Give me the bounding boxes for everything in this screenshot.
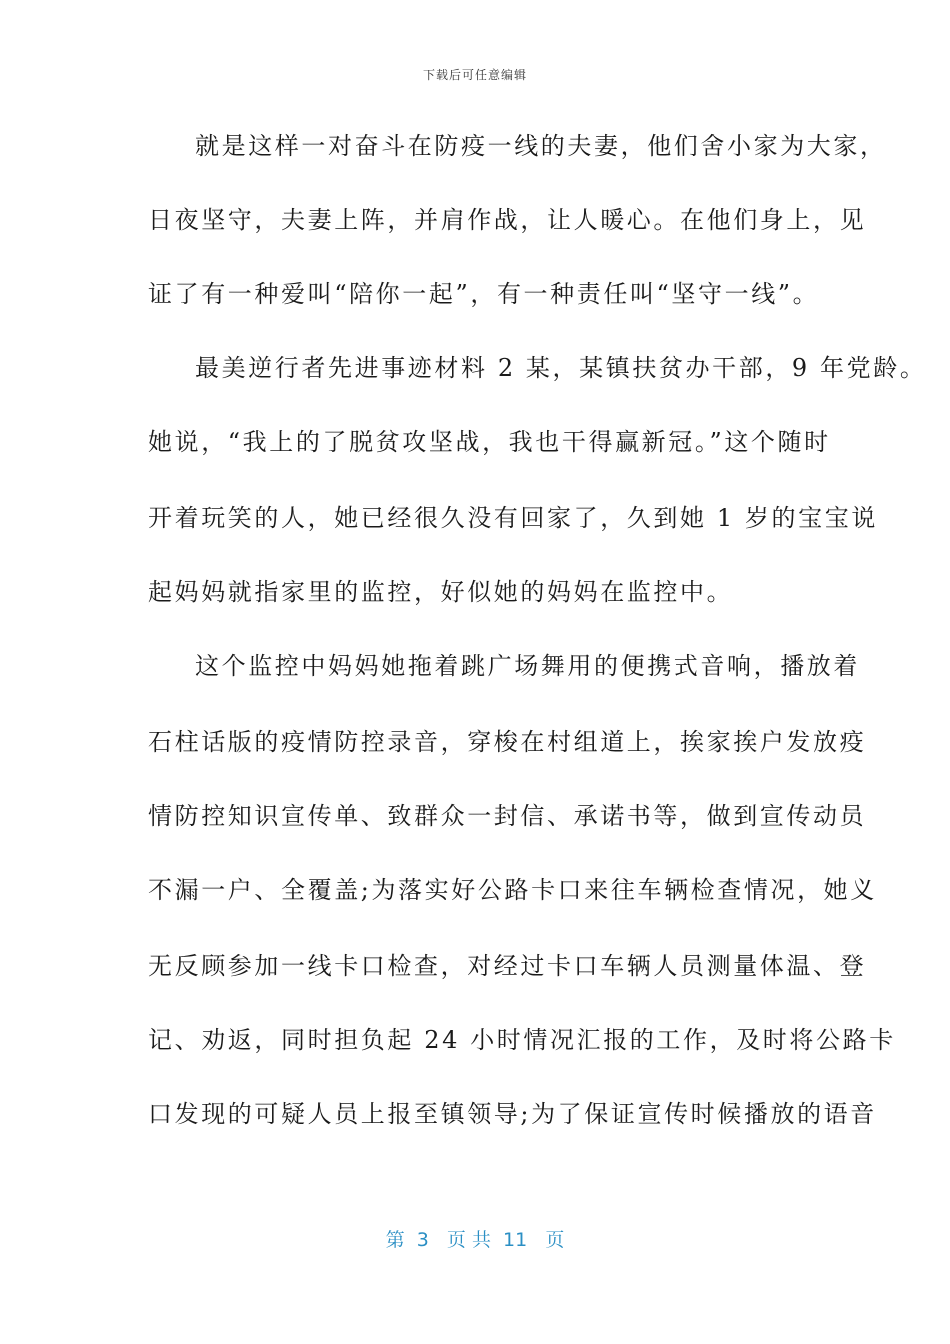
body-line: 情防控知识宣传单、致群众一封信、承诺书等，做到宣传动员 (148, 802, 867, 830)
body-line: 证了有一种爱叫“陪你一起”，有一种责任叫“坚守一线”。 (148, 280, 820, 308)
body-line: 石柱话版的疫情防控录音，穿梭在村组道上，挨家挨户发放疫 (148, 728, 867, 756)
body-line: 她说，“我上的了脱贫攻坚战，我也干得赢新冠。”这个随时 (148, 428, 831, 456)
body-line: 这个监控中妈妈她拖着跳广场舞用的便携式音响，播放着 (195, 652, 860, 680)
body-line: 就是这样一对奋斗在防疫一线的夫妻，他们舍小家为大家， (195, 132, 887, 160)
page-header: 下载后可任意编辑 (422, 68, 527, 82)
body-line: 不漏一户、全覆盖;为落实好公路卡口来往车辆检查情况，她义 (148, 876, 877, 904)
body-line: 日夜坚守，夫妻上阵，并肩作战，让人暖心。在他们身上，见 (148, 206, 867, 234)
body-line: 记、劝返，同时担负起 24 小时情况汇报的工作，及时将公路卡 (148, 1026, 896, 1054)
body-line: 无反顾参加一线卡口检查，对经过卡口车辆人员测量体温、登 (148, 952, 867, 980)
body-line: 最美逆行者先进事迹材料 2 某，某镇扶贫办干部，9 年党龄。 (195, 354, 927, 382)
body-line: 开着玩笑的人，她已经很久没有回家了，久到她 1 岁的宝宝说 (148, 504, 878, 532)
page-number-footer: 第 3 页 共 11 页 (385, 1229, 565, 1251)
body-line: 起妈妈就指家里的监控，好似她的妈妈在监控中。 (148, 578, 734, 606)
body-line: 口发现的可疑人员上报至镇领导;为了保证宣传时候播放的语音 (148, 1100, 877, 1128)
